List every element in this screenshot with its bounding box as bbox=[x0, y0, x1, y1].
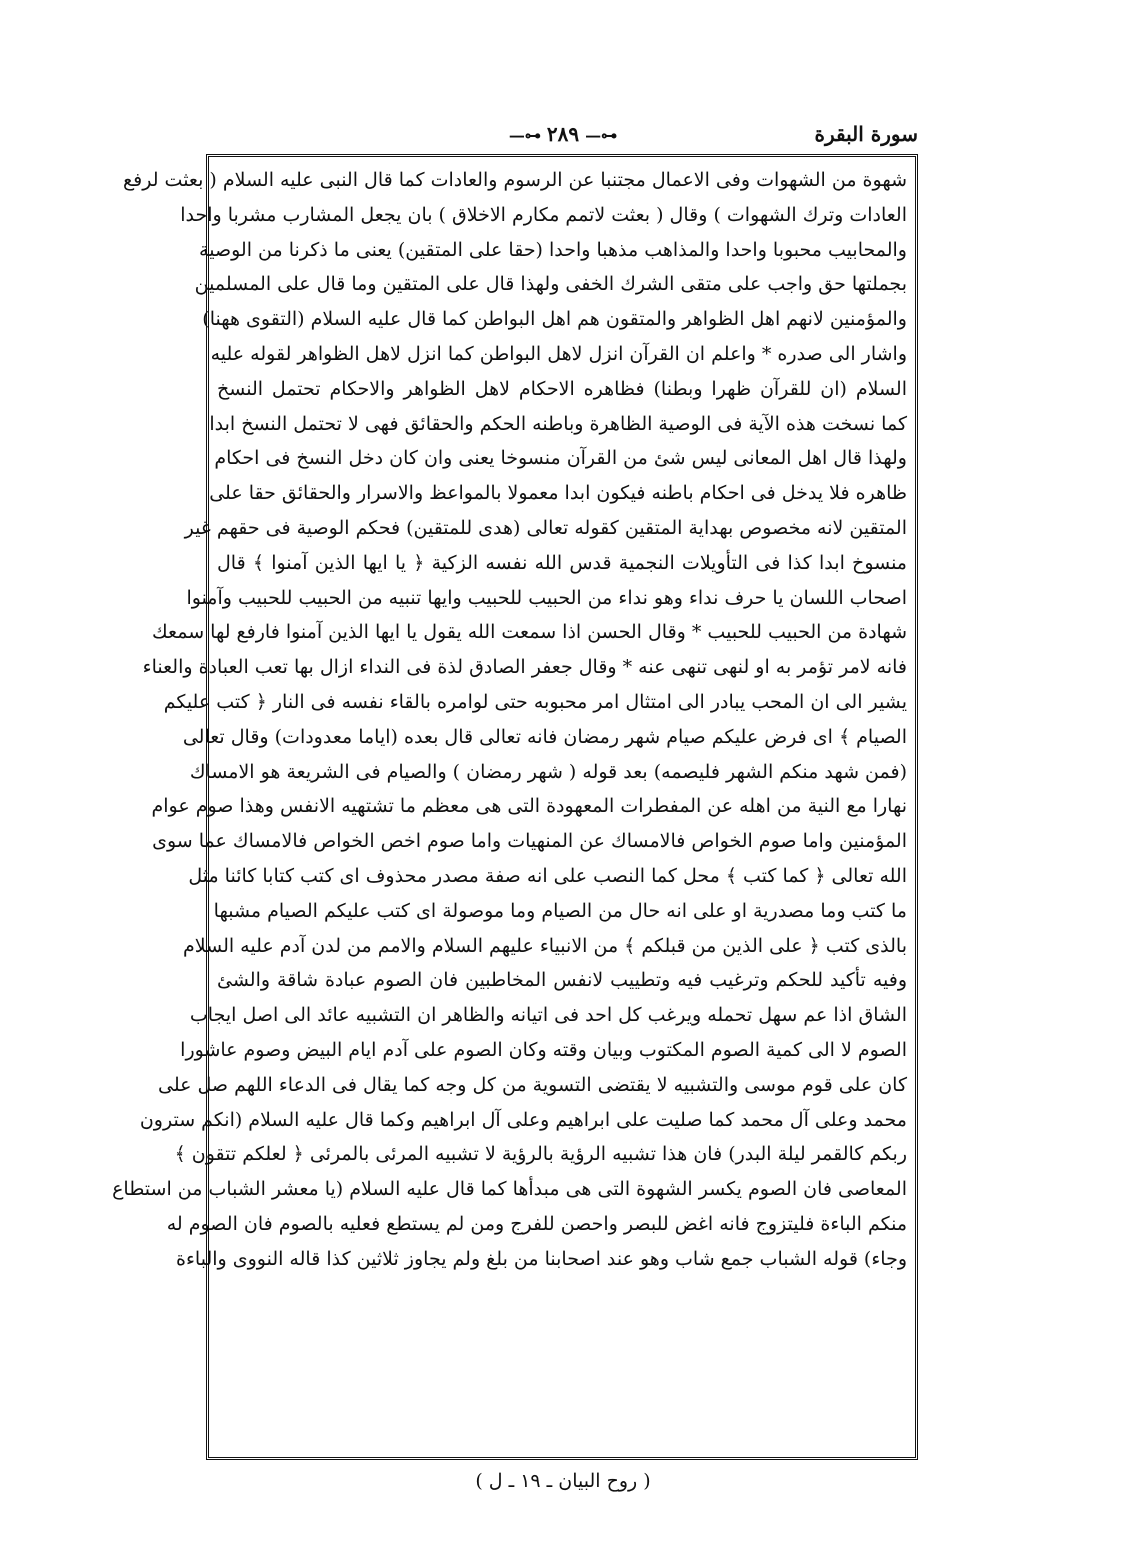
text-line: المعاصى فان الصوم يكسر الشهوة التى هى مبدأها كما قال عليه السلام (يا معشر الشباب من استطاع bbox=[112, 1178, 907, 1201]
text-line bbox=[217, 1381, 907, 1416]
text-line: ظاهره فلا يدخل فى احكام باطنه فيكون ابدا معمولا بالمواعظ والاسرار والحقائق حقا على bbox=[209, 482, 907, 505]
text-line: وجاء) قوله الشباب جمع شاب وهو عند اصحابنا من بلغ ولم يجاوز ثلاثين كذا قاله النووى والباءة bbox=[176, 1247, 907, 1270]
text-line: والمحابيب محبوبا واحدا والمذاهب مذهبا واحدا (حقا على المتقين) يعنى ما ذكرنا من الوصية bbox=[199, 238, 907, 261]
body-text bbox=[112, 163, 907, 1451]
text-line bbox=[217, 1416, 907, 1451]
text-line: منسوخ ابدا كذا فى التأويلات النجمية قدس الله نفسه الزكية ﴿ يا ايها الذين آمنوا ﴾ قال bbox=[217, 551, 907, 574]
text-line bbox=[217, 1311, 907, 1346]
text-line: منكم الباءة فليتزوج فانه اغض للبصر واحصن للفرج ومن لم يستطع فعليه بالصوم فان الصوم له bbox=[166, 1212, 907, 1235]
text-line: المتقين لانه مخصوص بهداية المتقين كقوله تعالى (هدى للمتقين) فحكم الوصية فى حقهم غير bbox=[184, 516, 907, 539]
text-line: شهوة من الشهوات وفى الاعمال مجتنبا عن الرسوم والعادات كما قال النبى عليه السلام ( بعثت لرفع bbox=[123, 169, 907, 191]
surah-name: سورة البقرة bbox=[814, 122, 918, 146]
text-line bbox=[217, 1346, 907, 1381]
text-line: الصوم لا الى كمية الصوم المكتوب وبيان وقته وكان الصوم على آدم ايام البيض وصوم عاشورا bbox=[180, 1038, 907, 1061]
text-line: ولهذا قال اهل المعانى ليس شئ من القرآن منسوخا يعنى وان كان دخل النسخ فى احكام bbox=[214, 447, 907, 470]
text-line: الله تعالى ﴿ كما كتب ﴾ محل كما النصب على انه صفة مصدر محذوف اى كتب كتابا كائنا مثل bbox=[188, 864, 907, 887]
text-line bbox=[217, 1277, 907, 1312]
text-line: المؤمنين واما صوم الخواص فالامساك عن المنهيات واما صوم اخص الخواص فالامساك عما سوى bbox=[152, 830, 907, 853]
text-line: نهارا مع النية من اهله عن المفطرات المعهودة التى هى معظم ما تشتهيه الانفس وهذا صوم عوام bbox=[151, 795, 907, 818]
text-line: بجملتها حق واجب على متقى الشرك الخفى ولهذا قال على المتقين وما قال على المسلمين bbox=[194, 273, 907, 296]
page-number-value: ٢٨٩ bbox=[546, 122, 580, 146]
ornament-left: —⊶ bbox=[508, 126, 541, 145]
text-line: السلام (ان للقرآن ظهرا وبطنا) فظاهره الاحكام لاهل الظواهر والاحكام تحتمل النسخ bbox=[217, 377, 907, 400]
text-line: بالذى كتب ﴿ على الذين من قبلكم ﴾ من الانبياء عليهم السلام والامم من لدن آدم عليه السلام bbox=[183, 934, 907, 957]
text-line: (فمن شهد منكم الشهر فليصمه) بعد قوله ( شهر رمضان ) والصيام فى الشريعة هو الامساك bbox=[189, 760, 907, 783]
text-line: محمد وعلى آل محمد كما صليت على ابراهيم وعلى آل ابراهيم وكما قال عليه السلام (انكم سترون bbox=[139, 1108, 907, 1131]
page-number bbox=[503, 122, 623, 146]
text-line: واشار الى صدره * واعلم ان القرآن انزل لاهل البواطن كما انزل لاهل الظواهر لقوله عليه bbox=[210, 342, 907, 365]
text-line: الشاق اذا عم سهل تحمله ويرغب كل احد فى اتيانه والظاهر ان التشبيه عائد الى اصل ايجاب bbox=[189, 1004, 907, 1027]
text-line: اصحاب اللسان يا حرف نداء وهو نداء من الحبيب للحبيب وايها تنبيه من الحبيب للحبيب وآمنوا bbox=[186, 586, 907, 609]
page-footer: ( روح البيان ـ ١٩ ـ ل ) bbox=[475, 1470, 651, 1492]
ornament-right: —⊶ bbox=[585, 126, 618, 145]
text-line: وفيه تأكيد للحكم وترغيب فيه وتطييب لانفس المخاطبين فان الصوم عبادة شاقة والشئ bbox=[217, 969, 907, 992]
text-line: العادات وترك الشهوات ) وقال ( بعثت لاتمم مكارم الاخلاق ) بان يجعل المشارب مشربا واحدا bbox=[180, 203, 907, 226]
text-line: ربكم كالقمر ليلة البدر) فان هذا تشبيه الرؤية بالرؤية لا تشبيه المرئى بالمرئى ﴿ لعلكم تتقون ﴾ bbox=[174, 1143, 907, 1166]
text-line: الصيام ﴾ اى فرض عليكم صيام شهر رمضان فانه تعالى قال بعده (اياما معدودات) وقال تعالى bbox=[182, 725, 907, 748]
text-line: كما نسخت هذه الآية فى الوصية الظاهرة وباطنه الحكم والحقائق فهى لا تحتمل النسخ ابدا bbox=[209, 412, 907, 435]
text-line: فانه لامر تؤمر به او لنهى تنهى عنه * وقال جعفر الصادق لذة فى النداء ازال بها تعب العبادة والعناء bbox=[142, 656, 907, 679]
text-line: شهادة من الحبيب للحبيب * وقال الحسن اذا سمعت الله يقول يا ايها الذين آمنوا فارفع لها سمعك bbox=[152, 621, 907, 644]
text-line: كان على قوم موسى والتشبيه لا يقتضى التسوية من كل وجه كما يقال فى الدعاء اللهم صل على bbox=[158, 1073, 907, 1096]
text-frame bbox=[112, 154, 918, 1460]
text-line: والمؤمنين لانهم اهل الظواهر والمتقون هم اهل البواطن كما قال عليه السلام (التقوى ههنا) bbox=[202, 308, 907, 331]
page-header bbox=[208, 122, 918, 152]
text-line: يشير الى ان المحب يبادر الى امتثال امر محبوبه حتى لوامره بالقاء نفسه فى النار ﴿ كتب عليكم bbox=[163, 690, 907, 713]
text-line: ما كتب وما مصدرية او على انه حال من الصيام وما موصولة اى كتب عليكم الصيام مشبها bbox=[213, 899, 907, 922]
